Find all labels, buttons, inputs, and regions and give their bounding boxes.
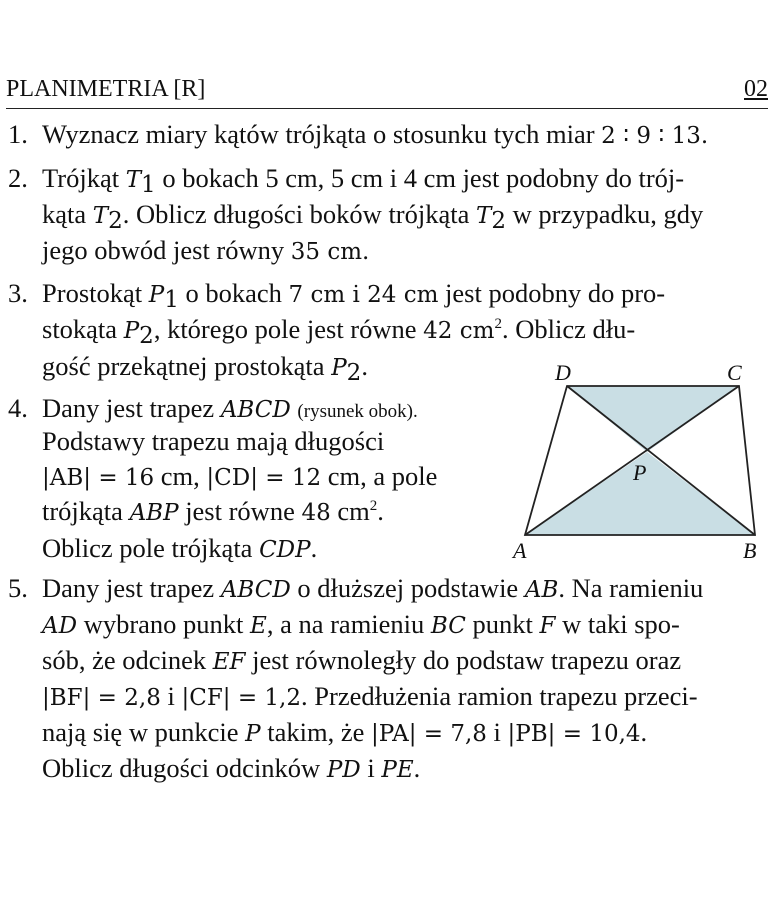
problem-text-line: Prostokąt $P_1$ o bokach 7 cm i 24 cm jest podobny do pro- — [42, 278, 666, 313]
problem-number: 3. — [8, 278, 28, 308]
problem-text-line: Oblicz długości odcinków PD i PE. — [42, 753, 421, 783]
problem-text-line: stokąta $P_2$, którego pole jest równe 42 $cm^2$. Oblicz dłu- — [42, 314, 636, 349]
problem-text-line: jego obwód jest równy 35 cm. — [42, 235, 370, 265]
trapezoid-figure — [505, 356, 775, 568]
label-b: B — [743, 538, 757, 563]
problem-text-line: kąta $T_2$. Oblicz długości boków trójkąta $T_2$ w przypadku, gdy — [42, 199, 704, 234]
angle-ratio: 2 ∶ 9 ∶ 13. — [601, 123, 709, 149]
problem-text-line: |BF| = 2,8 i |CF| = 1,2. Przedłużenia ramion trapezu przeci- — [42, 681, 698, 711]
problem-text-line: AD wybrano punkt E, a na ramieniu BC punkt F w taki spo- — [42, 609, 680, 639]
problem-number: 1. — [8, 119, 28, 149]
problem-text-line: Podstawy trapezu mają długości — [42, 426, 385, 456]
label-p: P — [633, 460, 647, 485]
problem-text-line: nają się w punkcie P takim, że |PA| = 7,8 i |PB| = 10,4. — [42, 717, 648, 747]
problem-text-line: trójkąta ABP jest równe 48 $cm^2$. — [42, 496, 384, 526]
page-header — [6, 74, 768, 109]
problem-text-line: |AB| = 16 cm, |CD| = 12 cm, a pole — [42, 461, 438, 491]
section-title: PLANIMETRIA [R] — [6, 76, 206, 102]
problem-number: 5. — [8, 573, 28, 603]
label-c: C — [727, 360, 742, 385]
problem-text: Wyznacz miary kątów trójkąta o stosunku tych miar 2 ∶ 9 ∶ 13. — [42, 119, 709, 149]
problem-number: 4. — [8, 393, 28, 423]
page-number: 02 — [744, 76, 768, 102]
label-a: A — [513, 538, 527, 563]
problem-text-line: Oblicz pole trójkąta CDP. — [42, 533, 318, 563]
problem-text-line: gość przekątnej prostokąta $P_2$. — [42, 351, 368, 386]
problem-text-line: sób, że odcinek EF jest równoległy do podstaw trapezu oraz — [42, 645, 682, 675]
problem-text-line: Dany jest trapez ABCD o dłuższej podstawie AB. Na ramieniu — [42, 573, 704, 603]
problem-number: 2. — [8, 163, 28, 193]
problem-text-line: Dany jest trapez ABCD (rysunek obok). — [42, 393, 418, 423]
triangle-cdp-shaded — [567, 386, 739, 452]
label-d: D — [555, 360, 571, 385]
problem-text-line: Trójkąt $T_1$ o bokach 5 cm, 5 cm i 4 cm jest podobny do trój- — [42, 163, 685, 198]
